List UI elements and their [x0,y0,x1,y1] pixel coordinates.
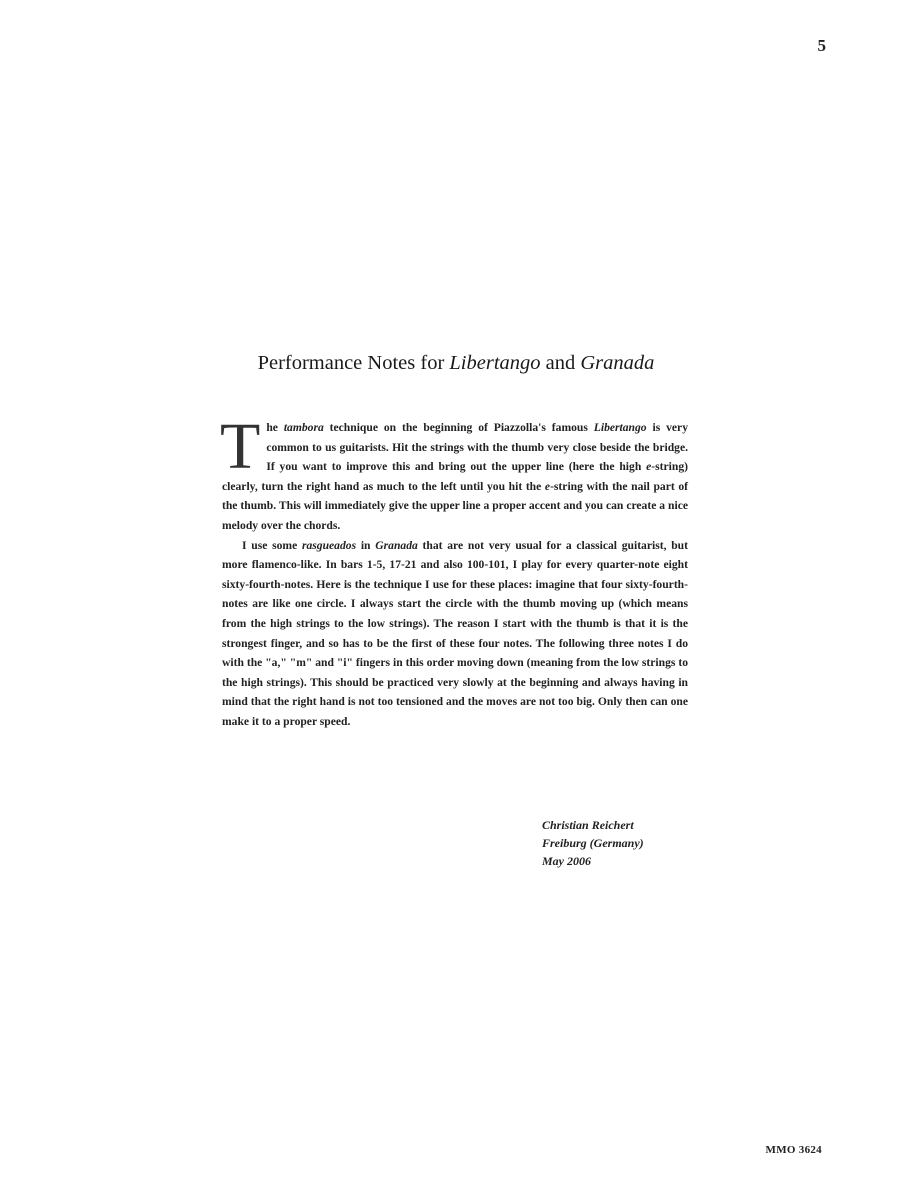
p2-text-1: I use some [242,538,302,552]
p1-text-1: he [266,421,284,434]
signature-block [542,816,644,870]
title-prefix: Performance Notes for [257,352,450,374]
p2-work-granada: Granada [375,538,418,552]
performance-notes-body [220,410,688,732]
p1-term-tambora: tambora [283,421,324,434]
p1-text-5: -string with the nail part of the thumb. This will immediately give the upper line a proper accent and you can create a nice melody over the chords. [222,479,688,532]
title-work-granada: Granada [580,352,655,374]
page-title [0,352,900,375]
title-conjunction: and [540,352,581,374]
p1-text-3: is very common to us guitarists. Hit the strings with the thumb very close beside the bridge. If you want to improve this and bring out the upper line (here the high [266,421,688,474]
p1-text-2: technique on the beginning of Piazzolla's famous [323,421,594,434]
p2-text-3: that are not very usual for a classical guitarist, but more flamenco-like. In bars 1-5, 17-21 and also 100-101, I play for every quarter-note eight sixty-fourth-notes. Here is the technique I use for these places: imagine that four sixty-fourth-notes are like one circle. I always start the circle with the thumb moving up (which means from the high strings to the low strings). The reason I start with the thumb is that it is the strongest finger, and so has to be the first of these four notes. The following three notes I do with the "a," "m" and "i" fingers in this order moving down (meaning from the low strings to the high strings). This should be practiced very slowly at the beginning and always having in mind that the right hand is not too tensioned and the moves are not too big. Only then can one make it to a proper speed. [222,538,688,728]
p2-text-2: in [356,538,376,552]
p1-term-e-string: e [646,460,652,474]
p1-term-e-string-2: e [544,479,551,493]
p1-text-4: -string) clearly, turn the right hand as much to the left until you hit the [222,460,688,493]
signature-place: Freiburg (Germany) [542,836,644,850]
p1-work-libertango: Libertango [593,421,647,434]
p2-term-rasgueados: rasgueados [301,538,357,552]
page-number: 5 [817,36,826,55]
signature-name: Christian Reichert [542,818,634,832]
title-work-libertango: Libertango [449,352,541,374]
paragraph-granada [222,536,688,732]
drop-cap: T [220,410,261,483]
signature-date: May 2006 [542,854,591,868]
catalog-number: MMO 3624 [765,1144,822,1156]
paragraph-libertango [220,410,688,536]
